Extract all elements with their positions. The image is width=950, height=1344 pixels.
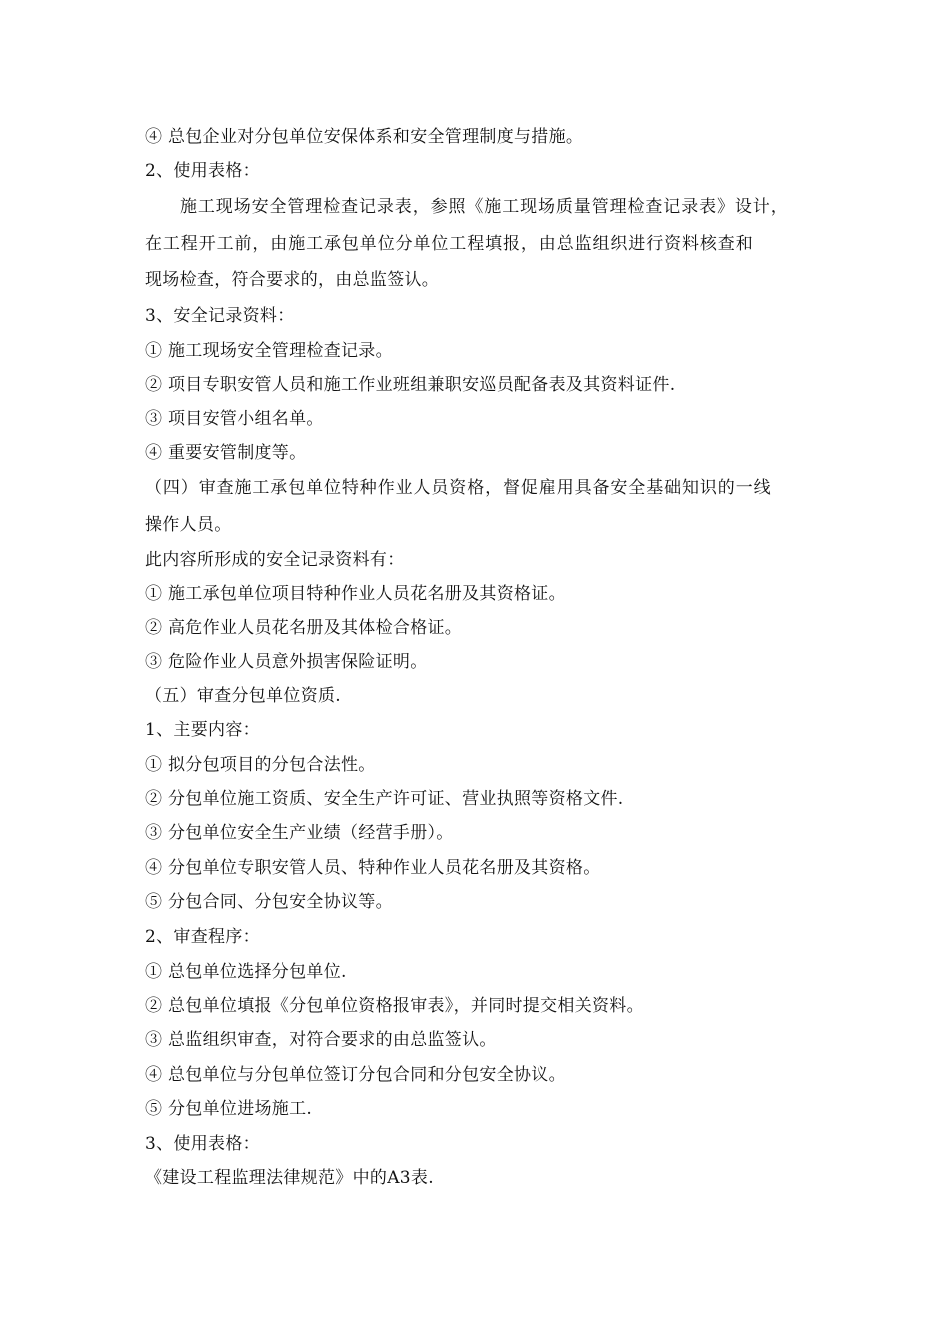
text-line: ① 拟分包项目的分包合法性。 (145, 755, 376, 775)
text-line: ① 施工承包单位项目特种作业人员花名册及其资格证。 (145, 584, 566, 604)
text-line: 操作人员。 (145, 515, 232, 535)
text-line: ② 项目专职安管人员和施工作业班组兼职安巡员配备表及其资料证件. (145, 375, 676, 395)
text-line: 3、使用表格： (145, 1134, 260, 1154)
text-line: ② 总包单位填报《分包单位资格报审表》，并同时提交相关资料。 (145, 996, 644, 1016)
text-line: ② 分包单位施工资质、安全生产许可证、营业执照等资格文件. (145, 789, 624, 809)
text-line: ④ 总包企业对分包单位安保体系和安全管理制度与措施。 (145, 127, 584, 147)
text-line: ⑤ 分包合同、分包安全协议等。 (145, 892, 393, 912)
text-line: ⑤ 分包单位进场施工. (145, 1099, 313, 1119)
text-line: ① 施工现场安全管理检查记录。 (145, 341, 393, 361)
text-line: ③ 项目安管小组名单。 (145, 409, 324, 429)
text-line: ③ 总监组织审查，对符合要求的由总监签认。 (145, 1030, 497, 1050)
text-line: （五）审查分包单位资质. (145, 686, 342, 706)
text-line: 施工现场安全管理检查记录表，参照《施工现场质量管理检查记录表》设计， (180, 197, 789, 217)
text-line: 在工程开工前，由施工承包单位分单位工程填报，由总监组织进行资料核查和 (145, 234, 754, 254)
text-line: 3、安全记录资料： (145, 306, 295, 326)
text-line: 2、审查程序： (145, 927, 260, 947)
text-line: ③ 危险作业人员意外损害保险证明。 (145, 652, 428, 672)
text-line: ④ 总包单位与分包单位签订分包合同和分包安全协议。 (145, 1065, 566, 1085)
text-line: （四）审查施工承包单位特种作业人员资格，督促雇用具备安全基础知识的一线 (145, 478, 772, 498)
text-line: ④ 重要安管制度等。 (145, 443, 307, 463)
text-line: ② 高危作业人员花名册及其体检合格证。 (145, 618, 463, 638)
text-line: ① 总包单位选择分包单位. (145, 962, 347, 982)
text-line: 1、主要内容： (145, 720, 260, 740)
text-line: 2、使用表格： (145, 161, 260, 181)
text-line: ③ 分包单位安全生产业绩（经营手册）。 (145, 823, 454, 843)
text-line: 此内容所形成的安全记录资料有： (145, 550, 405, 570)
text-line: 《建设工程监理法律规范》中的A3表. (145, 1168, 434, 1188)
text-line: 现场检查，符合要求的，由总监签认。 (145, 270, 440, 290)
text-line: ④ 分包单位专职安管人员、特种作业人员花名册及其资格。 (145, 858, 601, 878)
